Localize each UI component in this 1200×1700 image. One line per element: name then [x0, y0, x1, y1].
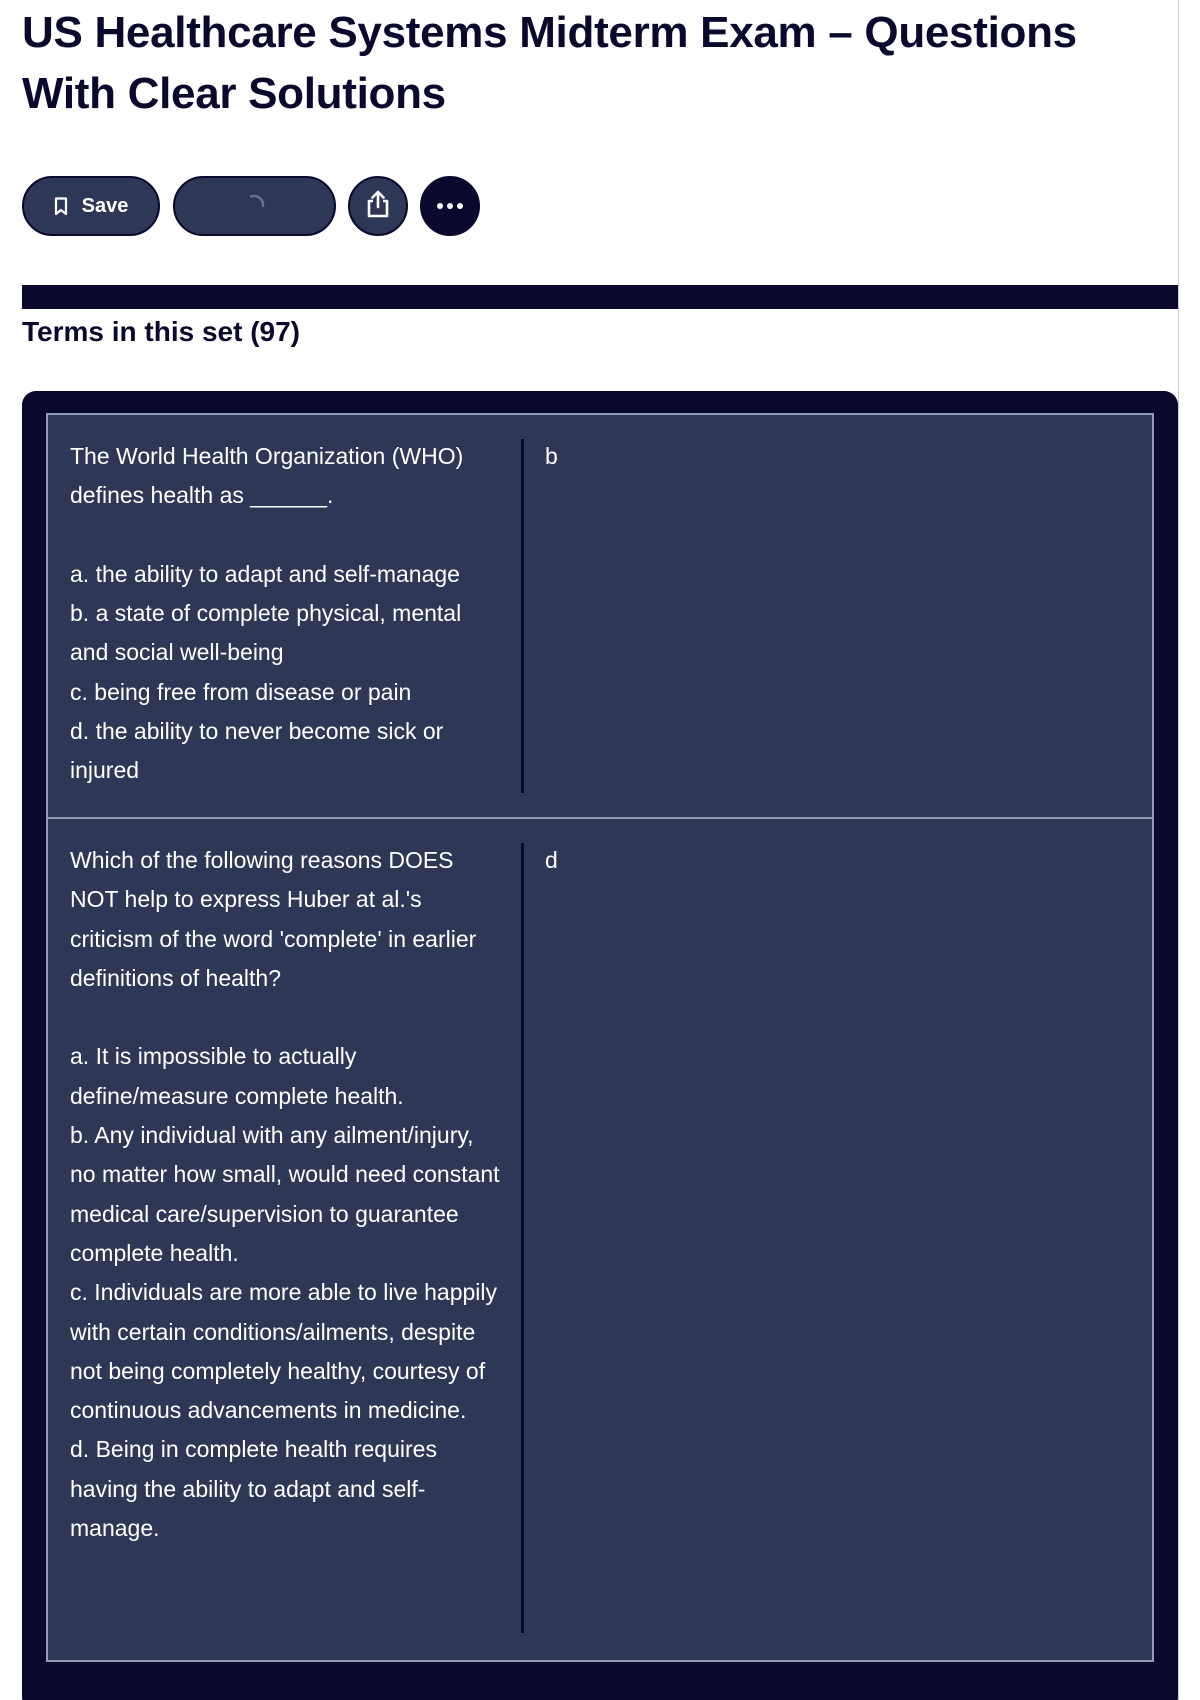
- more-options-button[interactable]: [420, 176, 480, 236]
- share-icon: [364, 189, 392, 224]
- share-button[interactable]: [348, 176, 408, 236]
- section-divider: [22, 285, 1178, 309]
- spinner-icon: [243, 192, 267, 221]
- definition-text: b: [545, 443, 558, 469]
- column-divider: [521, 439, 524, 793]
- terms-heading: Terms in this set (97): [22, 316, 301, 347]
- term-card[interactable]: [46, 413, 1154, 819]
- term-text: The World Health Organization (WHO) defines health as ______. a. the ability to adapt and self-manage b. a state of complete physical, mental and social well-being c. being free from disease or pain d. the ability to never become sick or injured: [70, 443, 464, 784]
- bookmark-icon: [54, 197, 68, 216]
- term-card[interactable]: [46, 819, 1154, 1662]
- save-button-label: Save: [81, 194, 129, 217]
- column-divider: [521, 843, 524, 1633]
- loading-button[interactable]: [173, 176, 336, 236]
- terms-list: [22, 391, 1178, 1700]
- more-horizontal-icon: [435, 197, 465, 215]
- page-edge-divider: [1178, 0, 1179, 1700]
- save-button[interactable]: [22, 176, 160, 236]
- definition-text: d: [545, 847, 558, 873]
- page-title: US Healthcare Systems Midterm Exam – Questions With Clear Solutions: [22, 8, 1077, 118]
- term-text: Which of the following reasons DOES NOT help to express Huber at al.'s criticism of the word 'complete' in earlier definitions of health? a. It is impossible to actually define/measure complete health. b. Any individual with any ailment/injury, no matter how small, would need constant medical care/supervision to guarantee complete health. c. Individuals are more able to live happily with certain conditions/ailments, despite not being completely healthy, courtesy of continuous advancements in medicine. d. Being in complete health requires having the ability to adapt and self-manage.: [70, 847, 500, 1542]
